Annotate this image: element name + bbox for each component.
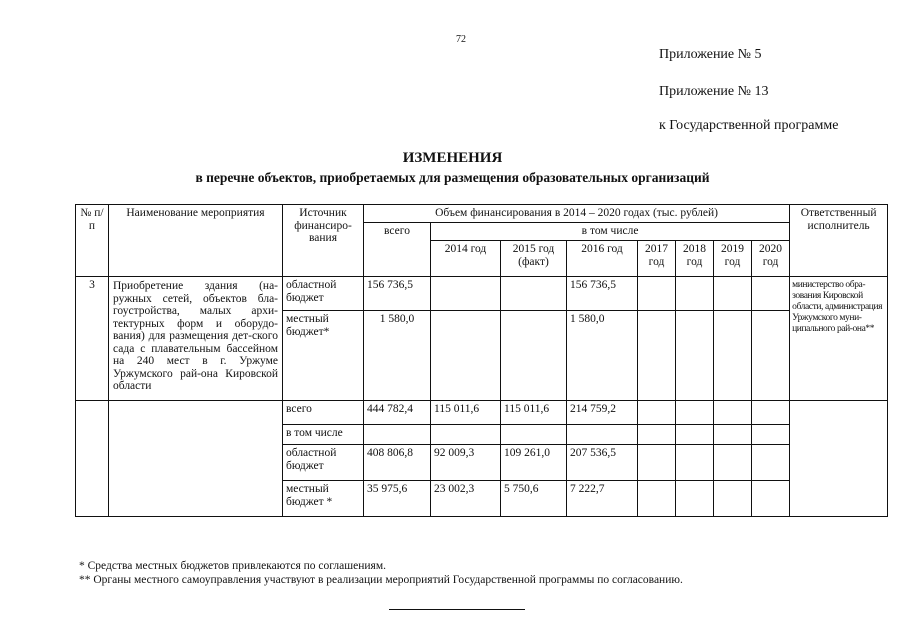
header-name: Наименование мероприятия bbox=[109, 205, 283, 277]
header-year-2020: 2020 год bbox=[752, 241, 790, 277]
summary-responsible-empty bbox=[790, 401, 888, 517]
summary-local-2015: 5 750,6 bbox=[501, 481, 567, 517]
header-total: всего bbox=[364, 223, 431, 277]
header-volume: Объем финансирования в 2014 – 2020 годах (тыс. рублей) bbox=[364, 205, 790, 223]
summary-including-2016 bbox=[567, 425, 638, 445]
table-cell bbox=[638, 481, 676, 517]
table-cell bbox=[638, 277, 676, 311]
table-cell bbox=[752, 311, 790, 401]
summary-including-2015 bbox=[501, 425, 567, 445]
item-regional-total: 156 736,5 bbox=[364, 277, 431, 311]
summary-local-2016: 7 222,7 bbox=[567, 481, 638, 517]
item-name: Приобретение здания (на-ружных сетей, объектов бла-гоустройства, малых архи-тектурных форм и оборудо-вания) для размещения дет-ского сада с плавательным бассейном на 240 мест в г. Уржуме Уржумского рай-она Кировской области bbox=[109, 277, 283, 401]
table-cell bbox=[752, 401, 790, 425]
table-cell bbox=[676, 401, 714, 425]
summary-name-empty bbox=[109, 401, 283, 517]
header-year-2014: 2014 год bbox=[431, 241, 501, 277]
appendix-line-1: Приложение № 5 bbox=[659, 47, 762, 62]
summary-source-local: местный бюджет * bbox=[283, 481, 364, 517]
item-num: 3 bbox=[76, 277, 109, 401]
table-cell bbox=[752, 445, 790, 481]
summary-total-2016: 214 759,2 bbox=[567, 401, 638, 425]
document-title: ИЗМЕНЕНИЯ bbox=[402, 150, 503, 166]
table-cell bbox=[714, 311, 752, 401]
item-responsible: министерство обра-зования Кировской области, администрация Уржумского муни-ципального рай-она** bbox=[790, 277, 888, 401]
table-cell bbox=[638, 425, 676, 445]
table-cell bbox=[638, 311, 676, 401]
summary-regional-2016: 207 536,5 bbox=[567, 445, 638, 481]
header-including: в том числе bbox=[431, 223, 790, 241]
page-number: 72 bbox=[456, 34, 466, 45]
summary-source-regional: областной бюджет bbox=[283, 445, 364, 481]
item-regional-2014 bbox=[431, 277, 501, 311]
summary-regional-total: 408 806,8 bbox=[364, 445, 431, 481]
header-year-2016: 2016 год bbox=[567, 241, 638, 277]
table-cell bbox=[714, 425, 752, 445]
item-local-2016: 1 580,0 bbox=[567, 311, 638, 401]
summary-local-total: 35 975,6 bbox=[364, 481, 431, 517]
summary-total-2015: 115 011,6 bbox=[501, 401, 567, 425]
summary-total-total: 444 782,4 bbox=[364, 401, 431, 425]
summary-total-2014: 115 011,6 bbox=[431, 401, 501, 425]
table-cell bbox=[676, 311, 714, 401]
item-local-2014 bbox=[431, 311, 501, 401]
summary-regional-2014: 92 009,3 bbox=[431, 445, 501, 481]
end-rule bbox=[389, 609, 525, 610]
item-regional-2015 bbox=[501, 277, 567, 311]
summary-regional-2015: 109 261,0 bbox=[501, 445, 567, 481]
table-cell bbox=[752, 277, 790, 311]
financing-table bbox=[75, 204, 888, 517]
table-cell bbox=[752, 481, 790, 517]
table-cell bbox=[638, 401, 676, 425]
item-regional-2016: 156 736,5 bbox=[567, 277, 638, 311]
table-cell bbox=[714, 481, 752, 517]
table-cell bbox=[676, 445, 714, 481]
header-num: № п/п bbox=[76, 205, 109, 277]
table-cell bbox=[714, 401, 752, 425]
header-year-2019: 2019 год bbox=[714, 241, 752, 277]
table-cell bbox=[638, 445, 676, 481]
item-source-local: местный бюджет* bbox=[283, 311, 364, 401]
table-cell bbox=[752, 425, 790, 445]
table-cell bbox=[676, 425, 714, 445]
table-cell bbox=[714, 445, 752, 481]
summary-source-including: в том числе bbox=[283, 425, 364, 445]
summary-source-total: всего bbox=[283, 401, 364, 425]
header-year-2018: 2018 год bbox=[676, 241, 714, 277]
summary-num-empty bbox=[76, 401, 109, 517]
footnote-2: ** Органы местного самоуправления участвуют в реализации мероприятий Государственной программы по согласованию. bbox=[79, 574, 683, 586]
document-subtitle: в перечне объектов, приобретаемых для размещения образовательных организаций bbox=[195, 170, 710, 185]
table-cell bbox=[676, 277, 714, 311]
summary-including-2014 bbox=[431, 425, 501, 445]
header-year-2015: 2015 год (факт) bbox=[501, 241, 567, 277]
item-local-2015 bbox=[501, 311, 567, 401]
appendix-line-3: к Государственной программе bbox=[659, 118, 839, 133]
footnote-1: * Средства местных бюджетов привлекаются по соглашениям. bbox=[79, 560, 386, 572]
item-source-regional: областной бюджет bbox=[283, 277, 364, 311]
item-local-total: 1 580,0 bbox=[364, 311, 431, 401]
header-responsible: Ответственный исполнитель bbox=[790, 205, 888, 277]
summary-including-total bbox=[364, 425, 431, 445]
appendix-line-2: Приложение № 13 bbox=[659, 84, 769, 99]
table-cell bbox=[714, 277, 752, 311]
table-cell bbox=[676, 481, 714, 517]
header-source: Источник финансиро-вания bbox=[283, 205, 364, 277]
header-year-2017: 2017 год bbox=[638, 241, 676, 277]
summary-local-2014: 23 002,3 bbox=[431, 481, 501, 517]
